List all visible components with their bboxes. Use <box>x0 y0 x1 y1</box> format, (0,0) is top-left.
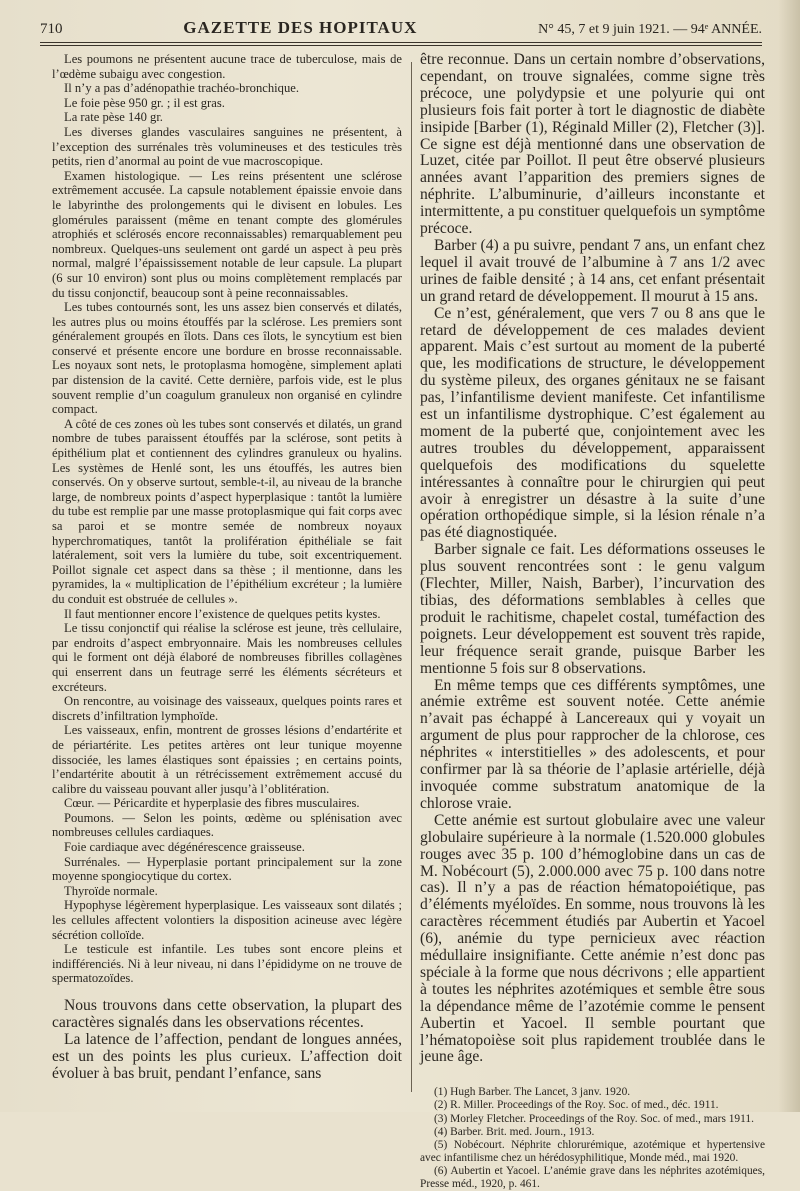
paragraph: Les diverses glandes vasculaires sanguines ne présentent, à l’exception des surrénales très volumineuses et des testicules très petits, rien d’anormal au point de vue macroscopique. <box>52 124 402 169</box>
footnote: (5) Nobécourt. Néphrite chlorurémique, azotémique et hypertensive avec infantilisme chez un hérédosyphilitique, Monde méd., mai 1920. <box>420 1138 765 1164</box>
page-edge-shadow <box>778 0 800 1112</box>
paragraph: Poumons. — Selon les points, œdème ou splénisation avec nombreuses cellules cardiaques. <box>52 810 402 840</box>
footnote: (4) Barber. Brit. med. Journ., 1913. <box>434 1125 595 1138</box>
paragraph: En même temps que ces différents symptômes, une anémie extrême est souvent notée. Cette anémie n’avait pas échappé à Lancereaux qui y voyait un argument de plus pour rapprocher de la chlorose, ces néphrites « interstitielles » des adolescents, et pour confirmer par là sa théorie de l’aplasie artérielle, déjà invoquée comme substratum anatomique de la chlorose vraie. <box>420 676 765 812</box>
page-number: 710 <box>40 21 63 37</box>
footnotes <box>420 1086 765 1191</box>
paragraph: Les vaisseaux, enfin, montrent de grosses lésions d’endartérite et de périartérite. Les petites artères ont leur tunique moyenne dissociée, les lames élastiques sont épaissies ; en certains points, l’endartérite aboutit à un rétrécissement extrêmement accusé du calibre du vaisseau pouvant aller jusqu’à l’oblitération. <box>52 723 402 796</box>
paragraph: Examen histologique. — Les reins présentent une sclérose extrêmement accusée. La capsule notablement épaissie envoie dans le labyrinthe des prolongements qui le divisent en lobules. Les glomérules paraissent (même en tenant compte des glomérules atrophiés et sclérosés encore reconnaissables) remarquablement peu nombreux. Quelques-uns seulement ont gardé un aspect à peu près normal, malgré l’épaississement notable de leur capsule. La plupart (6 sur 10 environ) sont plus ou moins complètement remplacés par du tissu conjonctif, beaucoup sont à peine reconnaissables. <box>52 168 402 300</box>
paragraph: Le foie pèse 950 gr. ; il est gras. <box>64 95 225 110</box>
paragraph: Barber signale ce fait. Les déformations osseuses le plus souvent rencontrées sont : le genu valgum (Flechter, Miller, Naish, Barber), l’incurvation des tibias, des déformations semblables à celles que produit le rachitisme, chapelet costal, tuméfaction des poignets. Leur développement est souvent très rapide, leur fréquence serait grande, puisque Barber les mentionne 5 fois sur 8 observations. <box>420 541 765 677</box>
paragraph-large: La latence de l’affection, pendant de longues années, est un des points les plus curieux. L’affection doit évoluer à bas bruit, pendant l’enfance, sans <box>52 1030 402 1082</box>
paragraph: Barber (4) a pu suivre, pendant 7 ans, un enfant chez lequel il avait trouvé de l’albumine à 7 ans 1/2 avec urines de faible densité ; à 14 ans, cet enfant présentait un grand retard de développement. Il mourut à 15 ans. <box>420 236 765 305</box>
footnote: (2) R. Miller. Proceedings of the Roy. Soc. of med., déc. 1911. <box>434 1099 719 1112</box>
paragraph: Cette anémie est surtout globulaire avec une valeur globulaire supérieure à la normale (1.520.000 globules rouges avec 35 p. 100 d’hémoglobine dans un cas de M. Nobécourt (5), 2.000.000 avec 75 p. 100 dans notre cas). Il n’y a pas de réaction hématopoiétique, pas d’éléments myéloïdes. En somme, nous trouvons là les caractères récemment étudiés par Aubertin et Yacoel (6), anémie du type pernicieux avec réaction médullaire insignifiante. Cette anémie n’est donc pas spéciale à la forme que nous décrivons ; elle appartient à toutes les néphrites azotémiques et semble être sous la dépendance même de l’azotémie comme le pensent Aubertin et Yacoel. Il semble pourtant que l’hématopoièse soit plus rapidement troublée dans le jeune âge. <box>420 811 765 1066</box>
paragraph: Ce n’est, généralement, que vers 7 ou 8 ans que le retard de développement de ces malades devient apparent. Mais c’est surtout au moment de la puberté que, les modifications de structure, le développement du système pileux, des organes génitaux ne se faisant pas, l’infantilisme devient manifeste. Cet infantilisme est un infantilisme dystrophique. C’est également au moment de la puberté que, conjointement avec les autres troubles du développement, apparaissent quelquefois des modifications du squelette intéressantes à connaître pour le chirurgien qui peut avoir à enregistrer un désastre à la suite d’une opération orthopédique simple, si la lésion rénale n’a pas été diagnostiquée. <box>420 304 765 542</box>
paragraph: Surrénales. — Hyperplasie portant principalement sur la zone moyenne spongiocytique du cortex. <box>52 854 402 884</box>
paragraph: Il faut mentionner encore l’existence de quelques petits kystes. <box>64 606 381 621</box>
right-column <box>420 52 765 1191</box>
paragraph: Il n’y a pas d’adénopathie trachéo-bronchique. <box>64 81 299 96</box>
header-rule-bottom <box>40 45 762 46</box>
paragraph: Le testicule est infantile. Les tubes sont encore pleins et indifférenciés. Ni à leur niveau, ni dans l’épididyme on ne trouve de spermatozoïdes. <box>52 942 402 986</box>
journal-title: GAZETTE DES HOPITAUX <box>183 18 418 37</box>
paragraph: être reconnue. Dans un certain nombre d’observations, cependant, on trouve signalées, comme signe très précoce, une polydypsie et une polyurie qui ont plusieurs fois fait porter à tort le diagnostic de diabète insipide [Barber (1), Réginald Miller (2), Fletcher (3)]. Ce signe est déjà mentionné dans une observation de Luzet, citée par Poillot. Il peut être observé plusieurs années avant l’apparition des premiers signes de néphrite. L’albuminurie, d’ailleurs inconstante et intermittente, a pu constituer quelquefois un symptôme précoce. <box>420 51 765 238</box>
paragraph: Le tissu conjonctif qui réalise la sclérose est jeune, très cellulaire, par endroits d’aspect embryonnaire. Mais les nombreuses cellules qui le forment ont déjà élaboré de nombreuses fibrilles collagènes qui enserrent dans un feutrage serré les éléments sécréteurs et excréteurs. <box>52 621 402 694</box>
paragraph: Hypophyse légèrement hyperplasique. Les vaisseaux sont dilatés ; les cellules affectent volontiers la disposition acineuse avec légère sécrétion colloïde. <box>52 898 402 942</box>
column-divider <box>411 62 412 1092</box>
paragraph: Foie cardiaque avec dégénérescence graisseuse. <box>64 840 305 855</box>
footnote: (1) Hugh Barber. The Lancet, 3 janv. 1920. <box>434 1086 631 1099</box>
issue-info: N° 45, 7 et 9 juin 1921. — 94ᵉ ANNÉE. <box>538 22 762 37</box>
paragraph-large: Nous trouvons dans cette observation, la plupart des caractères signalés dans les observations récentes. <box>52 997 402 1031</box>
paragraph: On rencontre, au voisinage des vaisseaux, quelques points rares et discrets d’infiltration lymphoïde. <box>52 694 402 723</box>
running-header <box>40 14 762 38</box>
paragraph: La rate pèse 140 gr. <box>64 110 163 125</box>
footnote: (3) Morley Fletcher. Proceedings of the Roy. Soc. of med., mars 1911. <box>434 1112 754 1125</box>
header-rule-top <box>40 42 762 43</box>
paragraph: Thyroïde normale. <box>64 883 158 898</box>
paragraph: Les tubes contournés sont, les uns assez bien conservés et dilatés, les autres plus ou moins étouffés par la sclérose. Les premiers sont généralement groupés en îlots. Dans ces îlots, le syncytium est bien conservé et présente encore une bordure en brosse reconnaissable. Les noyaux sont nets, le protoplasma homogène, simplement aplati par distension de la cavité. Cette dernière, parfois vide, est le plus souvent remplie d’un coagulum granuleux non organisé en cylindre compact. <box>52 300 402 417</box>
paragraph: Cœur. — Péricardite et hyperplasie des fibres musculaires. <box>64 796 360 811</box>
footnote: (6) Aubertin et Yacoel. L’anémie grave dans les néphrites azotémiques, Presse méd., 1920, p. 461. <box>420 1164 765 1191</box>
paragraph: A côté de ces zones où les tubes sont conservés et dilatés, un grand nombre de tubes paraissent étouffés par la sclérose, sont petits à épithélium plat et contiennent des cylindres granuleux ou hyalins. Les systèmes de Henlé sont, les uns étouffés, les autres bien conservés. On y observe surtout, semble-t-il, au niveau de la branche large, de nombreux points d’aspect hyperplasique : tantôt la lumière du tube est remplie par une masse protoplasmique qui fait corps avec sa paroi et se montre semée de nombreux noyaux hyperchromatiques, tantôt la prolifération épithéliale se fait latéralement, soit vers la lumière du tube, soit excentriquement. Poillot signale cet aspect dans sa thèse ; il mentionne, dans les pyramides, la « multiplication de l’épithélium excréteur ; la lumière du conduit est obstruée de cellules ». <box>52 416 402 606</box>
paragraph: Les poumons ne présentent aucune trace de tuberculose, mais de l’œdème subaigu avec congestion. <box>52 52 402 81</box>
left-column <box>52 52 402 1083</box>
